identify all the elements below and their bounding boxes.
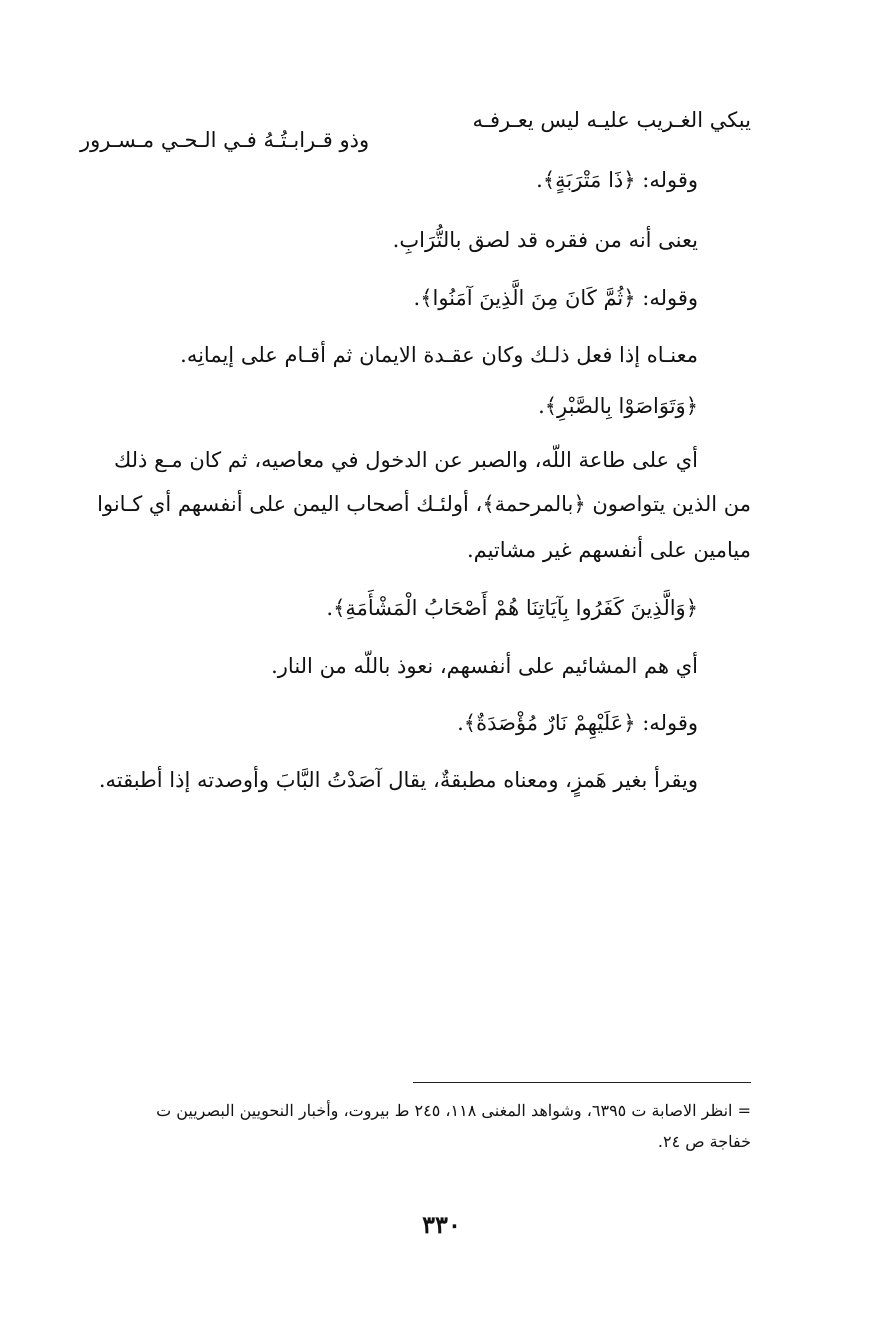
- text-line: ﴿وَالَّذِينَ كَفَرُوا بِآيَاتِنَا هُمْ أَصْحَابُ الْمَشْأَمَةِ﴾.: [326, 596, 698, 620]
- text-line: وقوله: ﴿ثُمَّ كَانَ مِنَ الَّذِينَ آمَنُوا﴾.: [413, 286, 698, 310]
- footnote-line: = انظر الاصابة ت ٦٣٩٥، وشواهد المغنى ١١٨، ٢٤٥ ط بيروت، وأخبار النحويين البصريين ت: [156, 1101, 751, 1120]
- text-line: وقوله: ﴿عَلَيْهِمْ نَارٌ مُؤْصَدَةٌ﴾.: [457, 711, 698, 735]
- text-line: معنـاه إذا فعل ذلـك وكان عقـدة الايمان ثم أقـام على إيمانِه.: [180, 343, 698, 367]
- verse-first-hemistich: يبكي الغـريب عليـه ليس يعـرفـه: [472, 108, 751, 132]
- poetry-verse: [80, 100, 751, 152]
- page-number: ٣٣٠: [422, 1210, 461, 1239]
- text-line: وقوله: ﴿ذَا مَتْرَبَةٍ﴾.: [536, 168, 698, 192]
- footnote-separator: [413, 1082, 751, 1083]
- text-line: ﴿وَتَوَاصَوْا بِالصَّبْرِ﴾.: [538, 394, 698, 418]
- text-line: يعنى أنه من فقره قد لصق بالتُّرَابِ.: [392, 228, 698, 252]
- text-line: ويقرأ بغير هَمزٍ، ومعناه مطبقةٌ، يقال آصَدْتُ البَّابَ وأوصدته إذا أطبقته.: [98, 768, 698, 792]
- footnote-line: خفاجة ص ٢٤.: [657, 1132, 751, 1151]
- text-line: من الذين يتواصون ﴿بالمرحمة﴾، أولئـك أصحاب اليمن على أنفسهم أي كـانوا: [97, 492, 751, 516]
- text-line: أي هم المشائيم على أنفسهم، نعوذ باللّه من النار.: [271, 654, 698, 678]
- text-line: ميامين على أنفسهم غير مشاتيم.: [466, 538, 751, 562]
- text-line: أي على طاعة اللّه، والصبر عن الدخول في معاصيه، ثم كان مـع ذلك: [113, 448, 698, 472]
- verse-second-hemistich: وذو قـرابـتُـهُ فـي الـحـي مـسـرور: [80, 128, 370, 152]
